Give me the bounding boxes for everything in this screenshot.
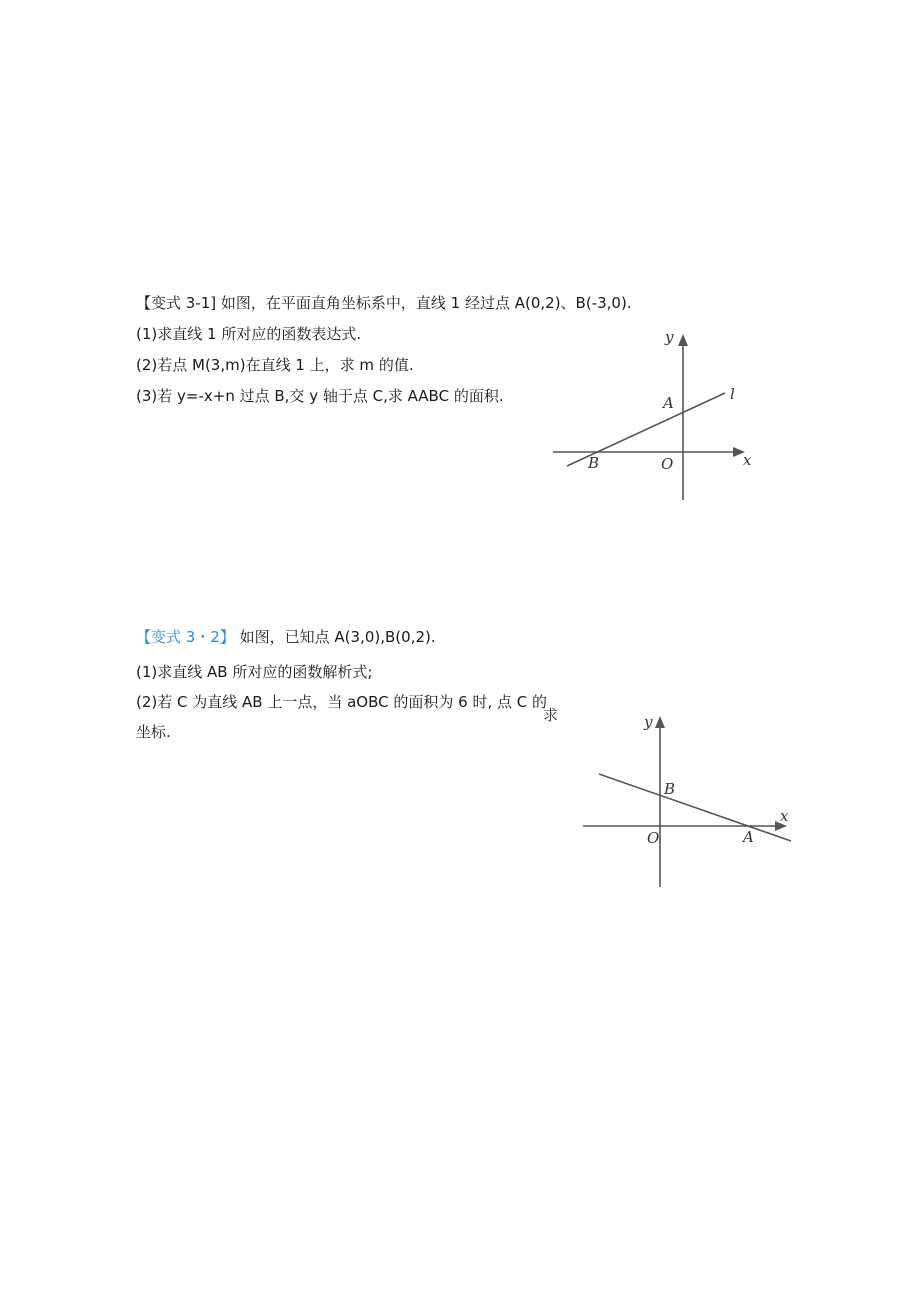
point-a-label: A — [663, 394, 674, 412]
problem2-title: 如图，已知点 A(3,0),B(0,2). — [239, 628, 436, 646]
y-axis-label: y — [665, 328, 674, 346]
problem1-question-1: (1)求直线 1 所对应的函数表达式. — [136, 325, 362, 343]
origin-label: O — [661, 455, 674, 473]
problem2-title-line — [136, 627, 436, 647]
problem2-figure — [575, 705, 800, 895]
x-axis-label: x — [743, 451, 752, 469]
point-b-label: B — [664, 780, 676, 798]
origin-label: O — [647, 829, 660, 847]
problem2-tag: 【变式 3・2】 — [136, 628, 235, 646]
problem1-question-2: (2)若点 M(3,m)在直线 1 上，求 m 的值. — [136, 356, 414, 374]
problem1-question-3: (3)若 y=-x+n 过点 B,交 y 轴于点 C,求 AABC 的面积. — [136, 387, 504, 405]
problem1-title: 【变式 3-1] 如图，在平面直角坐标系中，直线 1 经过点 A(0,2)、B(-3,0). — [136, 294, 632, 312]
x-axis-label: x — [780, 807, 789, 825]
problem2-side-char: 求 — [543, 706, 559, 724]
problem1-figure — [545, 320, 765, 510]
problem2-question-2-continued: 坐标. — [136, 723, 171, 741]
line-l-label: l — [730, 385, 735, 403]
problem2-question-1: (1)求直线 AB 所对应的函数解析式; — [136, 663, 373, 681]
problem2-question-2: (2)若 C 为直线 AB 上一点，当 aOBC 的面积为 6 时, 点 C 的 — [136, 693, 548, 711]
y-axis-arrow — [655, 716, 665, 728]
y-axis-arrow — [678, 334, 688, 346]
point-a-label: A — [743, 828, 754, 846]
y-axis-label: y — [644, 713, 653, 731]
point-b-label: B — [588, 454, 600, 472]
line-ab — [599, 774, 791, 841]
